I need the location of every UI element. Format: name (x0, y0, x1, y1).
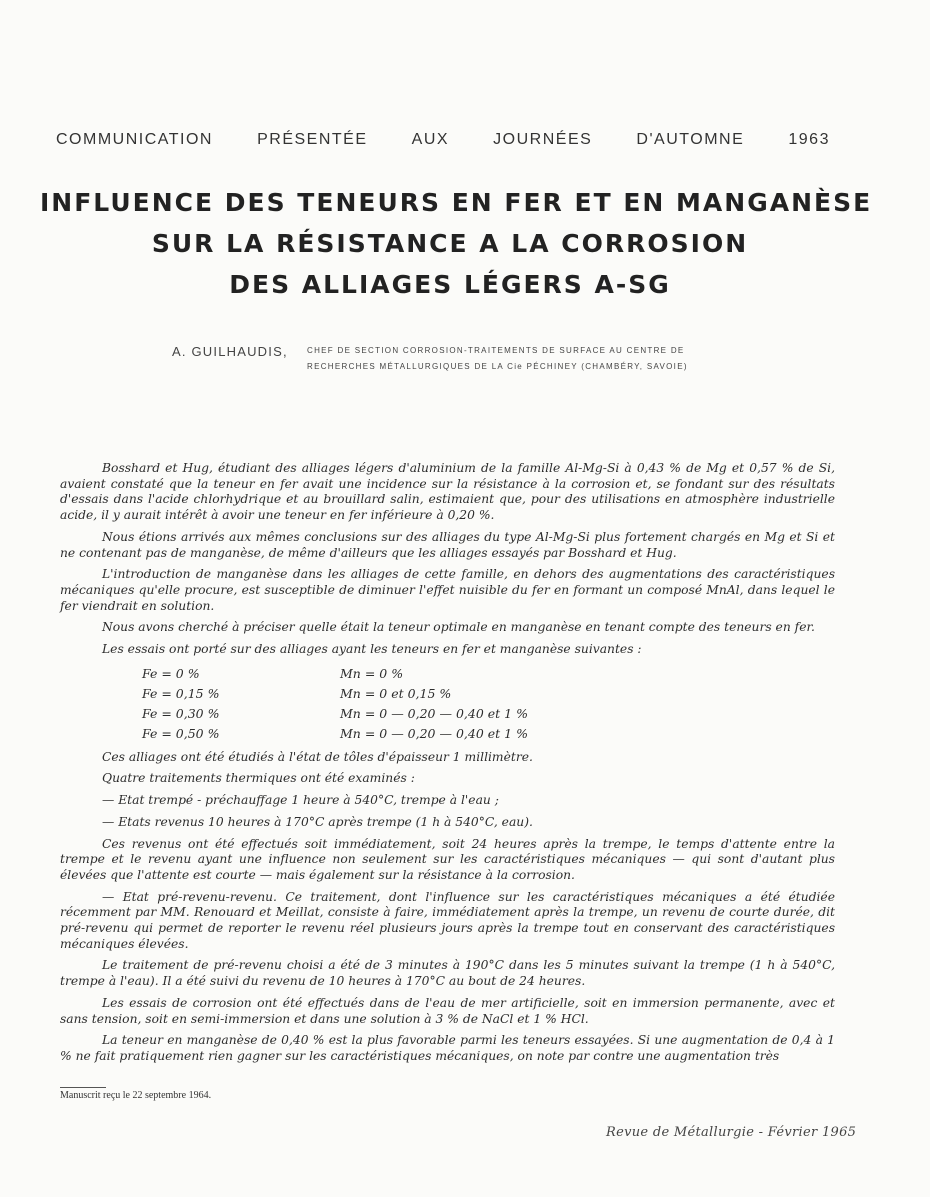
title-line: DES ALLIAGES LÉGERS A-SG (229, 270, 671, 299)
author-name: A. GUILHAUDIS, (172, 344, 288, 359)
conference-header (56, 131, 830, 149)
mn-cell: Mn = 0 — 0,20 — 0,40 et 1 % (340, 725, 528, 741)
paragraph: Quatre traitements thermiques ont été examinés : (102, 771, 415, 786)
paragraph: Bosshard et Hug, étudiant des alliages légers d'aluminium de la famille Al-Mg-Si à 0,43 % de Mg et 0,57 % de Si, avaient constaté que la teneur en fer avait une incidence sur la résistance à la corrosion et, se fondant sur des résultats d'essais dans l'acide chlorhydrique et au brouillard salin, estimaient que, pour des utilisations en atmosphère industrielle acide, il y aurait intérêt à avoir une teneur en fer inférieure à 0,20 %. (60, 461, 835, 523)
fe-cell: Fe = 0,15 % (142, 685, 220, 701)
header-word: COMMUNICATION (56, 131, 213, 148)
paragraph: Nous avons cherché à préciser quelle était la teneur optimale en manganèse en tenant compte des teneurs en fer. (102, 620, 815, 635)
mn-cell: Mn = 0 et 0,15 % (340, 685, 452, 701)
paragraph: Ces revenus ont été effectués soit immédiatement, soit 24 heures après la trempe, le temps d'attente entre la trempe et le revenu ayant une influence non seulement sur les caractéristiques mécaniques — qui sont d'autant plus élevées que l'attente est courte — mais également sur la résistance à la corrosion. (60, 836, 835, 882)
header-word: JOURNÉES (493, 131, 593, 148)
header-word: 1963 (788, 131, 830, 148)
journal-footer: Revue de Métallurgie - Février 1965 (606, 1125, 857, 1140)
alloy-composition-table (142, 664, 528, 744)
table-row (142, 704, 528, 724)
footnote: Manuscrit reçu le 22 septembre 1964. (60, 1090, 212, 1101)
header-word: AUX (411, 131, 450, 148)
paragraph: Nous étions arrivés aux mêmes conclusions sur des alliages du type Al-Mg-Si plus fortement chargés en Mg et Si et ne contenant pas de manganèse, de même d'ailleurs que les alliages essayés par Bosshard et Hug. (60, 529, 835, 560)
title-line: SUR LA RÉSISTANCE A LA CORROSION (151, 229, 749, 258)
mn-cell: Mn = 0 % (340, 665, 404, 681)
author-affiliation: RECHERCHES MÉTALLURGIQUES DE LA Cie PÉCHINEY (CHAMBÉRY, SAVOIE) (307, 362, 688, 371)
footnote-divider (60, 1087, 106, 1088)
fe-cell: Fe = 0,30 % (142, 705, 220, 721)
treatment-item: — Etats revenus 10 heures à 170°C après trempe (1 h à 540°C, eau). (102, 814, 533, 829)
mn-cell: Mn = 0 — 0,20 — 0,40 et 1 % (340, 705, 528, 721)
fe-cell: Fe = 0,50 % (142, 725, 220, 741)
article-body (60, 461, 835, 1071)
paragraph: Le traitement de pré-revenu choisi a été de 3 minutes à 190°C dans les 5 minutes suivant la trempe (1 h à 540°C, trempe à l'eau). Il a été suivi du revenu de 10 heures à 170°C au bout de 24 heures. (60, 958, 835, 989)
paragraph: Ces alliages ont été étudiés à l'état de tôles d'épaisseur 1 millimètre. (102, 749, 533, 764)
treatment-item: — Etat trempé - préchauffage 1 heure à 540°C, trempe à l'eau ; (102, 793, 499, 808)
header-word: PRÉSENTÉE (257, 131, 368, 148)
header-word: D'AUTOMNE (636, 131, 745, 148)
paragraph: Les essais de corrosion ont été effectués dans de l'eau de mer artificielle, soit en immersion permanente, avec et sans tension, soit en semi-immersion et dans une solution à 3 % de NaCl et 1 % HCl. (60, 995, 835, 1026)
article-title (40, 182, 873, 305)
table-row (142, 724, 528, 744)
paragraph: — Etat pré-revenu-revenu. Ce traitement, dont l'influence sur les caractéristiques mécaniques a été étudiée récemment par MM. Renouard et Meillat, consiste à faire, immédiatement après la trempe, un revenu de courte durée, dit pré-revenu qui permet de reporter le revenu réel plusieurs jours après la trempe tout en conservant des caractéristiques mécaniques élevées. (60, 889, 835, 951)
author-affiliation: CHEF DE SECTION CORROSION-TRAITEMENTS DE SURFACE AU CENTRE DE (307, 346, 685, 355)
author-block (172, 343, 732, 371)
fe-cell: Fe = 0 % (142, 665, 200, 681)
table-row (142, 664, 528, 684)
title-line: INFLUENCE DES TENEURS EN FER ET EN MANGANÈSE (40, 188, 873, 217)
paragraph: Les essais ont porté sur des alliages ayant les teneurs en fer et manganèse suivantes : (102, 642, 642, 657)
paragraph: La teneur en manganèse de 0,40 % est la plus favorable parmi les teneurs essayées. Si une augmentation de 0,4 à 1 % ne fait pratiquement rien gagner sur les caractéristiques mécaniques, on note par contre une augmentation très (60, 1033, 835, 1063)
paragraph: L'introduction de manganèse dans les alliages de cette famille, en dehors des augmentations des caractéristiques mécaniques qu'elle procure, est susceptible de diminuer l'effet nuisible du fer en formant un composé MnAl, dans lequel le fer viendrait en solution. (60, 567, 835, 613)
table-row (142, 684, 528, 704)
